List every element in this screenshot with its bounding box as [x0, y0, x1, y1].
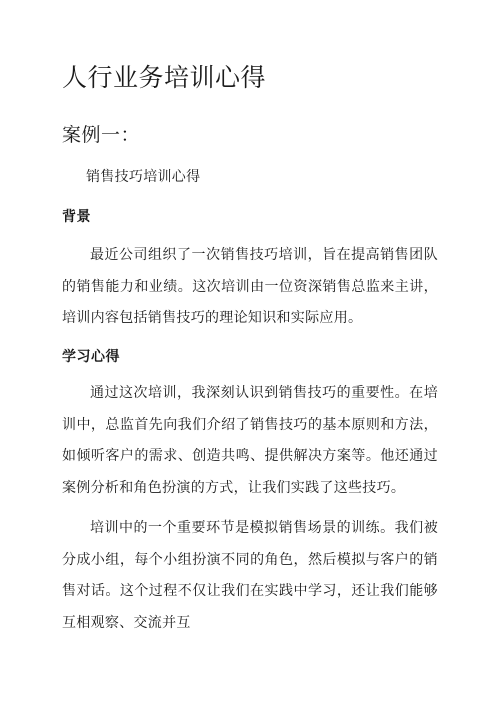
paragraph-learning-1: 通过这次培训，我深刻认识到销售技巧的重要性。在培训中，总监首先向我们介绍了销售技巧的基本原则和方法，如倾听客户的需求、创造共鸣、提供解决方案等。他还通过案例分析和角色扮演的方式，让我们实践了这些技巧。 [62, 385, 438, 496]
case-heading: 案例一： [62, 124, 141, 146]
paragraph-learning-2: 培训中的一个重要环节是模拟销售场景的训练。我们被分成小组，每个小组扮演不同的角色，然后模拟与客户的销售对话。这个过程不仅让我们在实践中学习，还让我们能够互相观察、交流并互 [62, 520, 438, 631]
document-title: 人行业务培训心得 [62, 63, 267, 92]
case-subtitle: 销售技巧培训心得 [86, 169, 201, 185]
paragraph-background: 最近公司组织了一次销售技巧培训，旨在提高销售团队的销售能力和业绩。这次培训由一位资深销售总监来主讲，培训内容包括销售技巧的理论知识和实际应用。 [62, 247, 438, 326]
section-heading-learning: 学习心得 [62, 349, 120, 365]
section-heading-background: 背景 [62, 209, 91, 225]
